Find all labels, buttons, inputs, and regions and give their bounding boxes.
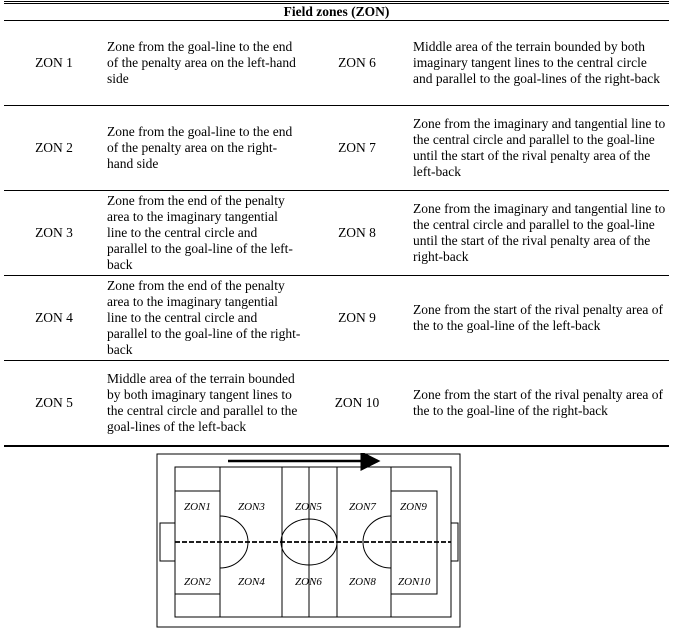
zone-label: ZON2 (184, 576, 211, 588)
table-row (4, 191, 669, 276)
table-top-rule (4, 1, 669, 2)
zone-description: Zone from the end of the penalty area to the imaginary tangential line to the central circle and parallel to the goal-line of the left-back (104, 191, 304, 276)
zone-description: Zone from the goal-line to the end of the penalty area on the left-hand side (104, 21, 304, 106)
zone-description: Middle area of the terrain bounded by both imaginary tangent lines to the central circle and parallel to the goal-lines of the right-back (410, 21, 669, 106)
zone-description: Zone from the goal-line to the end of the penalty area on the right-hand side (104, 106, 304, 191)
zone-label: ZON10 (398, 576, 431, 588)
table-row (4, 106, 669, 191)
zone-label: ZON8 (349, 576, 376, 588)
zone-description: Middle area of the terrain bounded by both imaginary tangent lines to the central circle and parallel to the goal-lines of the left-back (104, 361, 304, 446)
zone-label: ZON9 (400, 501, 427, 513)
zone-code: ZON 7 (304, 106, 410, 191)
zone-label: ZON1 (184, 501, 211, 513)
zone-code: ZON 4 (4, 276, 104, 361)
zone-code: ZON 9 (304, 276, 410, 361)
zone-label: ZON3 (238, 501, 265, 513)
zone-code: ZON 1 (4, 21, 104, 106)
zone-code: ZON 5 (4, 361, 104, 446)
zone-description: Zone from the imaginary and tangential line to the central circle and parallel to the goal-line until the start of the rival penalty area of the right-back (410, 191, 669, 276)
zone-code: ZON 10 (304, 361, 410, 446)
zone-description: Zone from the start of the rival penalty area of the to the goal-line of the right-back (410, 361, 669, 446)
zone-description: Zone from the end of the penalty area to the imaginary tangential line to the central circle and parallel to the goal-line of the right-back (104, 276, 304, 361)
zone-label: ZON5 (295, 501, 322, 513)
field-zones-diagram (156, 453, 461, 628)
zone-code: ZON 3 (4, 191, 104, 276)
zone-label: ZON6 (295, 576, 322, 588)
zone-description: Zone from the start of the rival penalty area of the to the goal-line of the left-back (410, 276, 669, 361)
table-title: Field zones (ZON) (4, 4, 669, 21)
zone-code: ZON 8 (304, 191, 410, 276)
table-row (4, 361, 669, 446)
zone-label: ZON4 (238, 576, 265, 588)
zone-label: ZON7 (349, 501, 376, 513)
table-row (4, 276, 669, 361)
table-row (4, 21, 669, 106)
field-zones-table (4, 3, 669, 447)
zone-code: ZON 6 (304, 21, 410, 106)
zone-code: ZON 2 (4, 106, 104, 191)
zone-description: Zone from the imaginary and tangential line to the central circle and parallel to the goal-line until the start of the rival penalty area of the left-back (410, 106, 669, 191)
